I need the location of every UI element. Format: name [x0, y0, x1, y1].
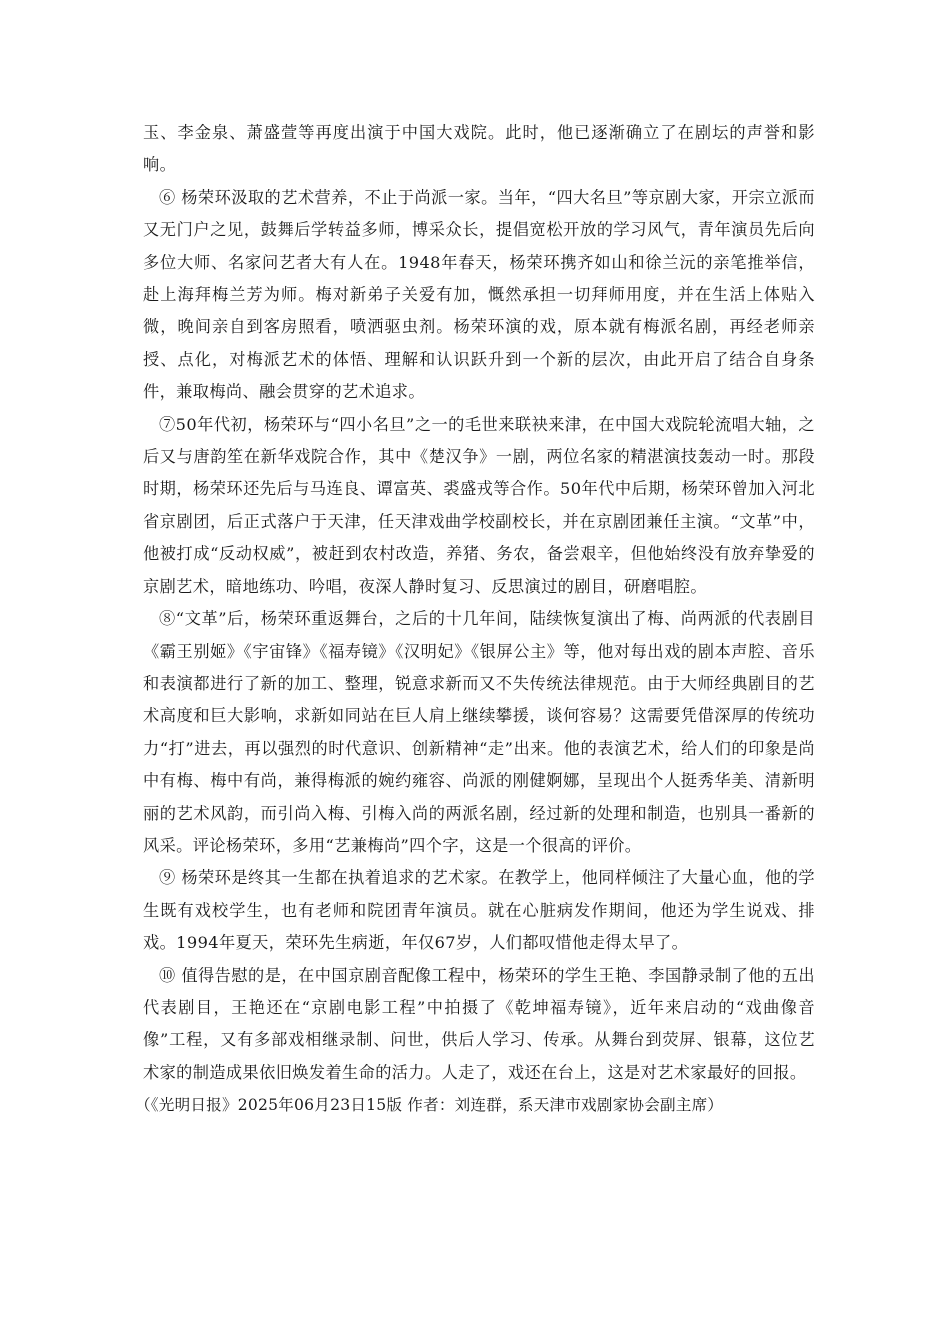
paragraph-continued: 玉、李金泉、萧盛萱等再度出演于中国大戏院。此时，他已逐渐确立了在剧坛的声誉和影响。: [143, 123, 815, 175]
paragraph-6: ⑥ 杨荣环汲取的艺术营养，不止于尚派一家。当年，“四大名旦”等京剧大家，开宗立派而又无门户之见，鼓舞后学转益多师，博采众长，提倡宽松开放的学习风气，青年演员先后向多位大师、名家问艺者大有人在。1948年春天，杨荣环携齐如山和徐兰沅的亲笔推举信，赴上海拜梅兰芳为师。梅对新弟子关爱有加，慨然承担一切拜师用度，并在生活上体贴入微，晚间亲自到客房照看，喷洒驱虫剂。杨荣环演的戏，原本就有梅派名剧，再经老师亲授、点化，对梅派艺术的体悟、理解和认识跃升到一个新的层次，由此开启了结合自身条件，兼取梅尚、融会贯穿的艺术追求。: [143, 187, 815, 402]
article-body: [135, 117, 815, 1121]
paragraph-9: ⑨ 杨荣环是终其一生都在执着追求的艺术家。在教学上，他同样倾注了大量心血，他的学生既有戏校学生，也有老师和院团青年演员。就在心脏病发作期间，他还为学生说戏、排戏。1994年夏天，荣环先生病逝，年仅67岁，人们都叹惜他走得太早了。: [143, 868, 815, 953]
paragraph-7: ⑦50年代初，杨荣环与“四小名旦”之一的毛世来联袂来津，在中国大戏院轮流唱大轴，之后又与唐韵笙在新华戏院合作，其中《楚汉争》一剧，两位名家的精湛演技轰动一时。那段时期，杨荣环还先后与马连良、谭富英、裘盛戎等合作。50年代中后期，杨荣环曾加入河北省京剧团，后正式落户于天津，任天津戏曲学校副校长，并在京剧团兼任主演。“文革”中，他被打成“反动权威”，被赶到农村改造，养猪、务农，备尝艰辛，但他始终没有放弃挚爱的京剧艺术，暗地练功、吟唱，夜深人静时复习、反思演过的剧目，研磨唱腔。: [143, 414, 815, 596]
source-citation: （《光明日报》2025年06月23日15版 作者：刘连群，系天津市戏剧家协会副主席）: [135, 1096, 724, 1115]
paragraph-10: ⑩ 值得告慰的是，在中国京剧音配像工程中，杨荣环的学生王艳、李国静录制了他的五出代表剧目，王艳还在“京剧电影工程”中拍摄了《乾坤福寿镜》，近年来启动的“戏曲像音像”工程，又有多部戏相继录制、问世，供后人学习、传承。从舞台到荧屏、银幕，这位艺术家的制造成果依旧焕发着生命的活力。人走了，戏还在台上，这是对艺术家最好的回报。: [143, 965, 815, 1082]
paragraph-8: ⑧“文革”后，杨荣环重返舞台，之后的十几年间，陆续恢复演出了梅、尚两派的代表剧目《霸王别姬》《宇宙锋》《福寿镜》《汉明妃》《银屏公主》等，他对每出戏的剧本声腔、音乐和表演都进行了新的加工、整理，锐意求新而又不失传统法律规范。由于大师经典剧目的艺术高度和巨大影响，求新如同站在巨人肩上继续攀援，谈何容易？这需要凭借深厚的传统功力“打”进去，再以强烈的时代意识、创新精神“走”出来。他的表演艺术，给人们的印象是尚中有梅、梅中有尚，兼得梅派的婉约雍容、尚派的刚健婀娜，呈现出个人挺秀华美、清新明丽的艺术风韵，而引尚入梅、引梅入尚的两派名剧，经过新的处理和制造，也别具一番新的风采。评论杨荣环，多用“艺兼梅尚”四个字，这是一个很高的评价。: [143, 609, 815, 855]
